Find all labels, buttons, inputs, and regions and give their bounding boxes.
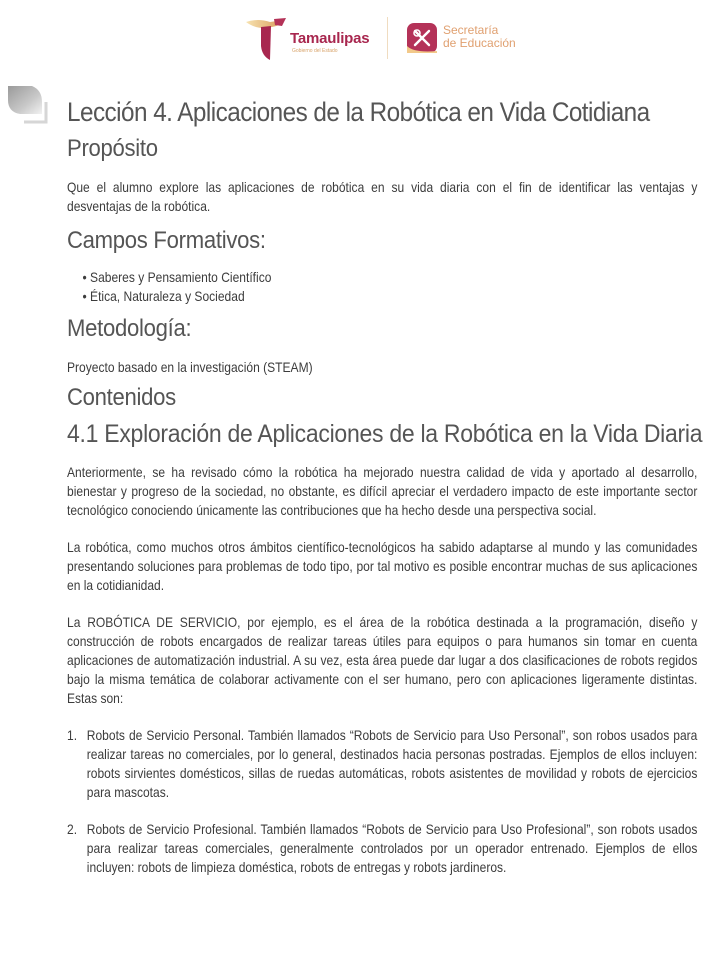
tamaulipas-t-icon (244, 16, 288, 62)
list-number: 2. (67, 821, 78, 837)
secretaria-educacion-icon (406, 22, 438, 54)
fields-item: • Ética, Naturaleza y Sociedad (82, 288, 245, 304)
purpose-heading: Propósito (67, 135, 158, 162)
decorative-corner-icon (6, 84, 48, 126)
list-text: Robots de Servicio Personal. También llamados “Robots de Servicio para Uso Personal”, son robos usados para realizar tareas no comerciales, por lo general, destinados hacia personas postradas. Ejemplos de ellos incluyen: robots sirvientes domésticos, sillas de ruedas automáticas, robots asistentes de movilidad y robots de ejercicios para mascotas. (86, 727, 698, 800)
page-header (240, 14, 540, 64)
list-item (67, 820, 697, 877)
logo-divider (387, 17, 388, 59)
list-text: Robots de Servicio Profesional. También llamados “Robots de Servicio para Uso Profesional”, son robots usados para realizar tareas comerciales, generalmente controlados por un operador entrenado. Ejemplos de ellos incluyen: robots de limpieza doméstica, robots de entregas y robots jardineros. (86, 821, 698, 875)
tamaulipas-logo (240, 14, 380, 64)
robot-types-list (67, 726, 697, 877)
paragraph: La ROBÓTICA DE SERVICIO, por ejemplo, es el área de la robótica destinada a la programación, diseño y construcción de robots encargados de realizar tareas útiles para equipos o para humanos sin tomar en cuenta aplicaciones de automatización industrial. A su vez, esta área puede dar lugar a dos clasificaciones de robots regidos bajo la misma temática de colaborar activamente con el ser humano, pero con aplicaciones ligeramente distintas. Estas son: (67, 614, 698, 706)
section-heading: 4.1 Exploración de Aplicaciones de la Robótica en la Vida Diaria (67, 420, 703, 448)
paragraph: Anteriormente, se ha revisado cómo la robótica ha mejorado nuestra calidad de vida y aportado al desarrollo, bienestar y progreso de la sociedad, no obstante, es difícil apreciar el verdadero impacto de este importante sector tecnológico conociendo únicamente las contribuciones que ha hecho desde una perspectiva social. (67, 464, 698, 518)
paragraph: La robótica, como muchos otros ámbitos científico-tecnológicos ha sabido adaptarse al mundo y las comunidades presentando soluciones para problemas de todo tipo, por tal motivo es posible encontrar muchas de sus aplicaciones en la cotidianidad. (67, 539, 698, 593)
fields-item: • Saberes y Pensamiento Científico (82, 269, 272, 285)
lesson-title: Lección 4. Aplicaciones de la Robótica en Vida Cotidiana (67, 97, 650, 127)
secretaria-line1: Secretaría (443, 23, 499, 37)
tamaulipas-subtitle: Gobierno del Estado (292, 48, 338, 54)
secretaria-educacion-name (443, 24, 516, 50)
methodology-heading: Metodología: (67, 315, 192, 342)
methodology-text: Proyecto basado en la investigación (STEAM) (67, 359, 313, 375)
secretaria-line2: de Educación (443, 36, 516, 50)
lesson-content (67, 92, 703, 877)
tamaulipas-name: Tamaulipas (290, 30, 370, 47)
fields-list (67, 268, 697, 306)
fields-heading: Campos Formativos: (67, 227, 266, 254)
list-item (67, 726, 697, 802)
purpose-text: Que el alumno explore las aplicaciones de robótica en su vida diaria con el fin de identificar las ventajas y desventajas de la robótica. (67, 179, 698, 214)
list-number: 1. (67, 727, 78, 743)
contents-heading: Contenidos (67, 384, 176, 411)
